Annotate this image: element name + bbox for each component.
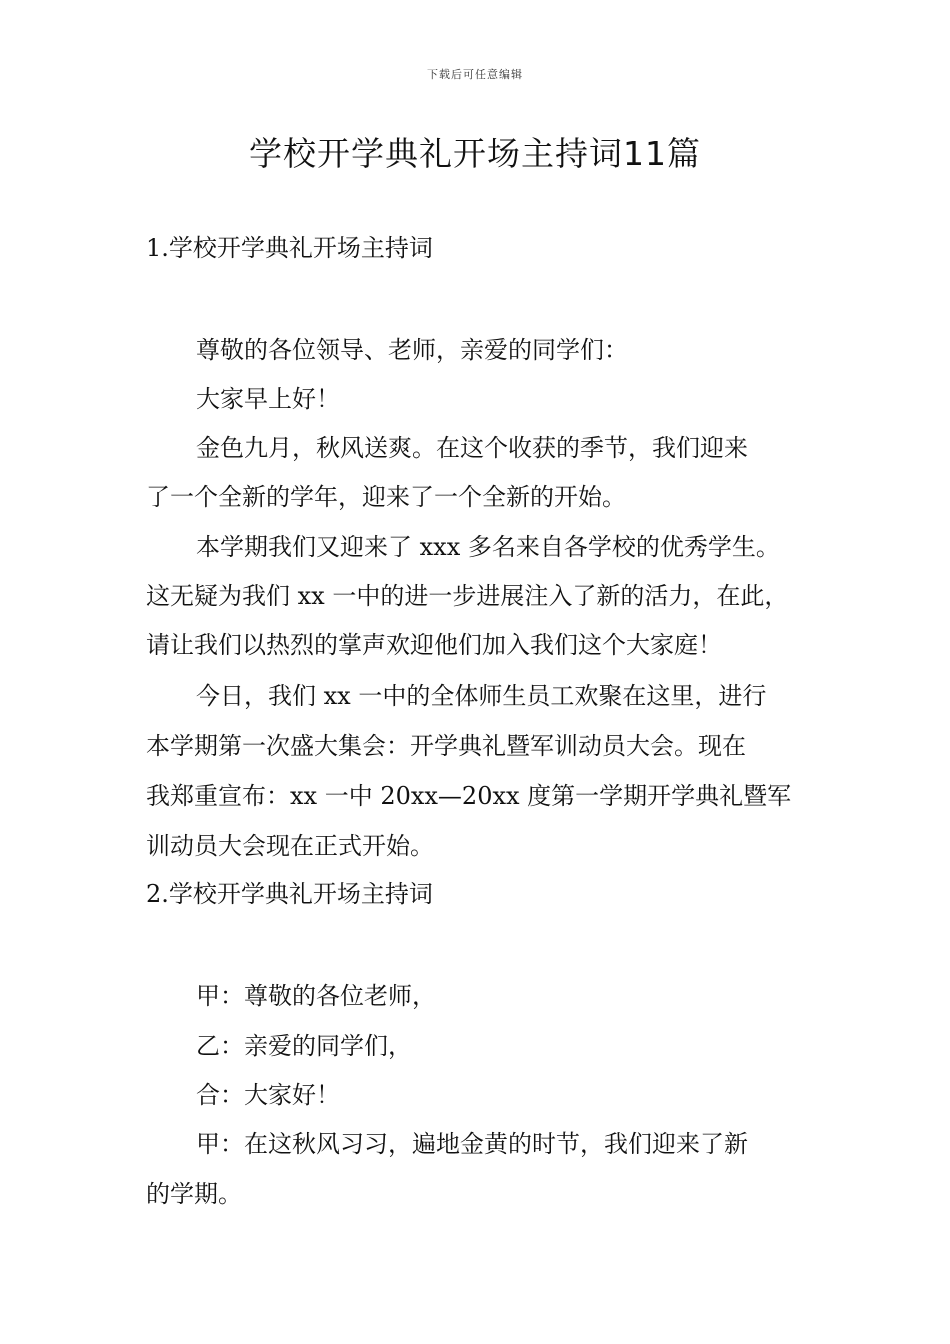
- paragraph-line: 金色九月，秋风送爽。在这个收获的季节，我们迎来: [196, 434, 748, 462]
- paragraph-line: 请让我们以热烈的掌声欢迎他们加入我们这个大家庭！: [146, 631, 722, 659]
- paragraph-line: 今日，我们 xx 一中的全体师生员工欢聚在这里，进行: [196, 682, 767, 710]
- section-2-heading: 2.学校开学典礼开场主持词: [146, 880, 433, 908]
- paragraph-line: 本学期我们又迎来了 xxx 多名来自各学校的优秀学生。: [196, 533, 780, 561]
- paragraph-line: 我郑重宣布：xx 一中 20xx—20xx 度第一学期开学典礼暨军: [146, 782, 792, 810]
- paragraph-line: 甲：在这秋风习习，遍地金黄的时节，我们迎来了新: [196, 1130, 748, 1158]
- paragraph-line: 这无疑为我们 xx 一中的进一步进展注入了新的活力，在此，: [146, 582, 789, 610]
- paragraph-line: 了一个全新的学年，迎来了一个全新的开始。: [146, 483, 626, 511]
- document-title: 学校开学典礼开场主持词11篇: [249, 134, 701, 173]
- section-1-heading: 1.学校开学典礼开场主持词: [146, 234, 433, 262]
- paragraph-line: 尊敬的各位领导、老师，亲爱的同学们：: [196, 336, 628, 364]
- paragraph-line: 训动员大会现在正式开始。: [146, 832, 434, 860]
- paragraph-line: 乙：亲爱的同学们，: [196, 1032, 412, 1060]
- paragraph-line: 大家早上好！: [196, 385, 340, 413]
- paragraph-line: 甲：尊敬的各位老师，: [196, 982, 436, 1010]
- header-note: 下载后可任意编辑: [427, 68, 523, 81]
- paragraph-line: 本学期第一次盛大集会：开学典礼暨军训动员大会。现在: [146, 732, 746, 760]
- paragraph-line: 合：大家好！: [196, 1081, 340, 1109]
- paragraph-line: 的学期。: [146, 1180, 242, 1208]
